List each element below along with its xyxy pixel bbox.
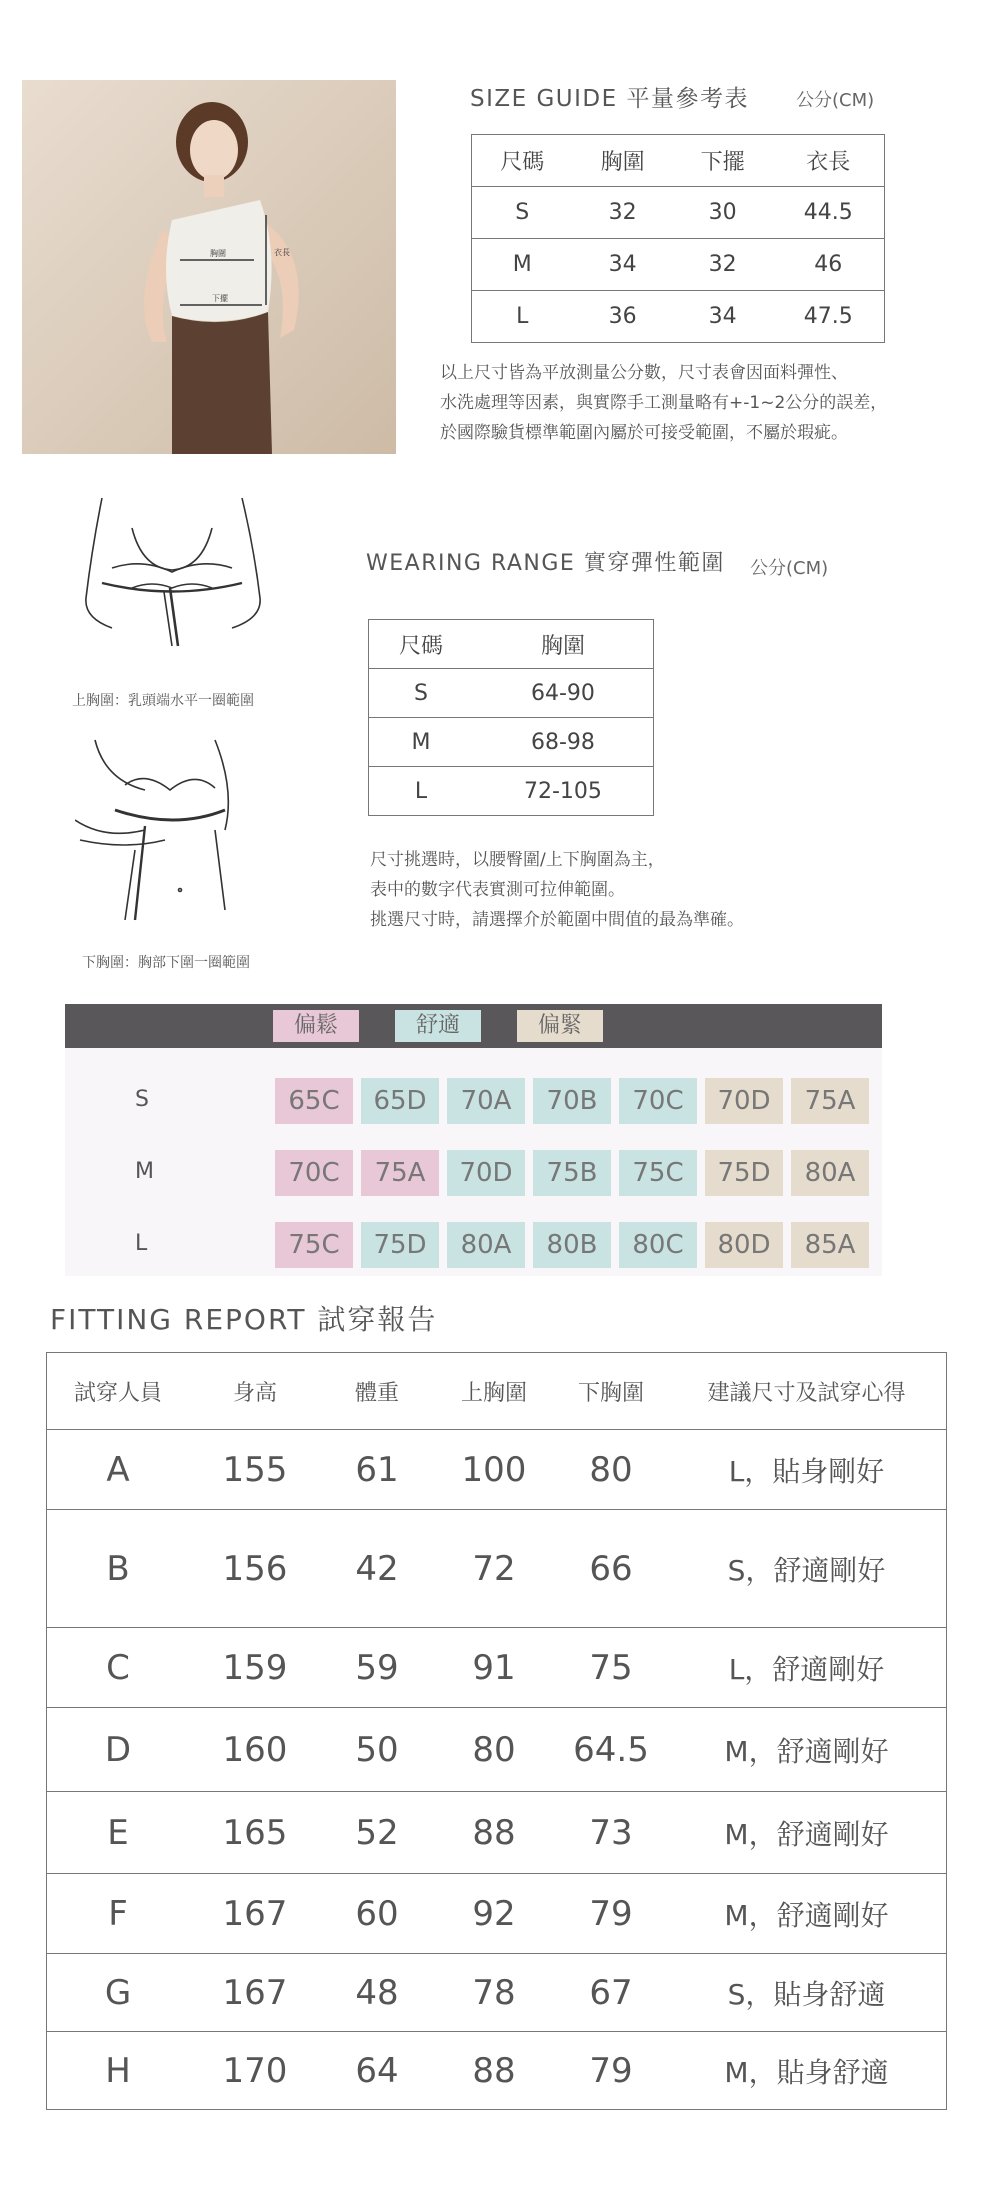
wearing-range-table	[368, 619, 654, 816]
table-row	[369, 718, 654, 767]
legend-tight: 偏緊	[517, 1010, 603, 1042]
table-cell: 64-90	[473, 669, 654, 718]
cup-cell: 75C	[275, 1222, 353, 1268]
wearing-range-notes	[370, 845, 744, 935]
photo-label-length: 衣長	[274, 248, 290, 257]
cup-cell: 65D	[361, 1078, 439, 1124]
upper-bust-diagram	[72, 488, 272, 652]
table-cell: C	[47, 1628, 190, 1708]
table-cell: L	[369, 767, 473, 816]
header-cell: 身高	[189, 1353, 321, 1430]
table-cell: 80	[433, 1708, 555, 1792]
fit-note-cell: L，貼身剛好	[667, 1430, 947, 1510]
table-cell: S	[472, 187, 573, 239]
note-line: 挑選尺寸時，請選擇介於範圍中間值的最為準確。	[370, 910, 744, 930]
table-row	[47, 2032, 947, 2110]
header-cell: 試穿人員	[47, 1353, 190, 1430]
table-row	[47, 1792, 947, 1874]
cup-cell: 70A	[447, 1078, 525, 1124]
cup-cell: 80A	[447, 1222, 525, 1268]
cup-size-chart	[65, 1004, 882, 1276]
cup-cell: 80C	[619, 1222, 697, 1268]
model-photo	[22, 80, 396, 454]
note-line: 表中的數字代表實測可拉伸範圍。	[370, 880, 625, 900]
cup-cell: 70C	[275, 1150, 353, 1196]
table-cell: 156	[189, 1510, 321, 1628]
table-cell: 88	[433, 1792, 555, 1874]
photo-label-hem: 下擺	[212, 294, 228, 303]
size-guide-table	[471, 134, 885, 343]
table-cell: 42	[321, 1510, 433, 1628]
size-guide-unit: 公分(CM)	[796, 90, 875, 111]
table-cell: 52	[321, 1792, 433, 1874]
table-cell: 32	[673, 239, 773, 291]
table-row	[369, 767, 654, 816]
legend-comfort: 舒適	[395, 1010, 481, 1042]
size-guide-notes	[440, 358, 887, 448]
table-cell: 59	[321, 1628, 433, 1708]
table-cell: D	[47, 1708, 190, 1792]
table-cell: 34	[573, 239, 673, 291]
header-cell: 尺碼	[369, 620, 473, 669]
fit-note-cell: S，貼身舒適	[667, 1954, 947, 2032]
note-line: 尺寸挑選時，以腰臀圍/上下胸圍為主，	[370, 850, 665, 870]
fit-note-cell: M，舒適剛好	[667, 1792, 947, 1874]
table-cell: H	[47, 2032, 190, 2110]
table-row	[47, 1510, 947, 1628]
table-cell: 80	[555, 1430, 667, 1510]
table-cell: 167	[189, 1954, 321, 2032]
table-cell: 34	[673, 291, 773, 343]
note-line: 以上尺寸皆為平放測量公分數，尺寸表會因面料彈性、	[440, 363, 848, 383]
table-row	[369, 669, 654, 718]
cup-legend-bar	[65, 1004, 882, 1048]
table-cell: 30	[673, 187, 773, 239]
size-guide-title: SIZE GUIDE 平量參考表	[470, 86, 749, 112]
cup-cell: 80A	[791, 1150, 869, 1196]
table-header-row	[472, 135, 885, 187]
table-cell: 155	[189, 1430, 321, 1510]
table-cell: E	[47, 1792, 190, 1874]
table-cell: 66	[555, 1510, 667, 1628]
header-cell: 下擺	[673, 135, 773, 187]
cup-row-size-label: L	[135, 1231, 148, 1256]
cup-row-size-label: M	[135, 1159, 154, 1184]
fit-note-cell: M，舒適剛好	[667, 1708, 947, 1792]
table-cell: 160	[189, 1708, 321, 1792]
table-cell: 79	[555, 2032, 667, 2110]
table-cell: F	[47, 1874, 190, 1954]
header-cell: 下胸圍	[555, 1353, 667, 1430]
cup-cell: 75A	[361, 1150, 439, 1196]
table-cell: L	[472, 291, 573, 343]
table-cell: 50	[321, 1708, 433, 1792]
cup-cell: 75D	[361, 1222, 439, 1268]
note-line: 水洗處理等因素，與實際手工測量略有+-1~2公分的誤差，	[440, 393, 888, 413]
header-cell: 胸圍	[473, 620, 654, 669]
table-cell: B	[47, 1510, 190, 1628]
fit-note-cell: M，舒適剛好	[667, 1874, 947, 1954]
fit-note-cell: L，舒適剛好	[667, 1628, 947, 1708]
table-row	[47, 1430, 947, 1510]
table-cell: 159	[189, 1628, 321, 1708]
cup-row-size-label: S	[135, 1087, 149, 1112]
table-cell: 68-98	[473, 718, 654, 767]
table-row	[47, 1874, 947, 1954]
table-cell: 75	[555, 1628, 667, 1708]
table-cell: 60	[321, 1874, 433, 1954]
table-cell: 167	[189, 1874, 321, 1954]
cup-cell: 75C	[619, 1150, 697, 1196]
lower-bust-diagram	[75, 730, 255, 934]
table-cell: 78	[433, 1954, 555, 2032]
table-row	[47, 1628, 947, 1708]
legend-loose: 偏鬆	[273, 1010, 359, 1042]
cup-cell: 75A	[791, 1078, 869, 1124]
upper-bust-caption: 上胸圍：乳頭端水平一圈範圍	[72, 693, 254, 709]
table-cell: 32	[573, 187, 673, 239]
fit-note-cell: M，貼身舒適	[667, 2032, 947, 2110]
table-cell: 72	[433, 1510, 555, 1628]
lower-bust-caption: 下胸圍：胸部下圍一圈範圍	[82, 955, 250, 971]
table-cell: 48	[321, 1954, 433, 2032]
table-cell: 61	[321, 1430, 433, 1510]
table-cell: 170	[189, 2032, 321, 2110]
header-cell: 衣長	[773, 135, 885, 187]
cup-cell: 75B	[533, 1150, 611, 1196]
cup-cell: 70D	[447, 1150, 525, 1196]
table-cell: G	[47, 1954, 190, 2032]
fit-note-cell: S，舒適剛好	[667, 1510, 947, 1628]
table-cell: 73	[555, 1792, 667, 1874]
table-cell: 165	[189, 1792, 321, 1874]
table-row	[472, 239, 885, 291]
table-row	[47, 1954, 947, 2032]
table-cell: 67	[555, 1954, 667, 2032]
table-cell: 79	[555, 1874, 667, 1954]
photo-label-chest: 胸圍	[210, 249, 226, 258]
table-cell: 92	[433, 1874, 555, 1954]
table-row	[47, 1708, 947, 1792]
table-cell: 100	[433, 1430, 555, 1510]
cup-cell: 80D	[705, 1222, 783, 1268]
fitting-report-title: FITTING REPORT 試穿報告	[50, 1303, 438, 1336]
table-cell: 72-105	[473, 767, 654, 816]
note-line: 於國際驗貨標準範圍內屬於可接受範圍，不屬於瑕疵。	[440, 423, 848, 443]
table-cell: 36	[573, 291, 673, 343]
table-cell: 47.5	[773, 291, 885, 343]
table-cell: S	[369, 669, 473, 718]
table-cell: 64.5	[555, 1708, 667, 1792]
fitting-report-table	[46, 1352, 947, 2110]
cup-cell: 80B	[533, 1222, 611, 1268]
header-cell: 體重	[321, 1353, 433, 1430]
table-header-row	[47, 1353, 947, 1430]
table-cell: 64	[321, 2032, 433, 2110]
table-header-row	[369, 620, 654, 669]
wearing-range-unit: 公分(CM)	[750, 558, 829, 579]
table-row	[472, 291, 885, 343]
header-cell: 尺碼	[472, 135, 573, 187]
table-row	[472, 187, 885, 239]
header-cell: 胸圍	[573, 135, 673, 187]
table-cell: 88	[433, 2032, 555, 2110]
cup-cell: 75D	[705, 1150, 783, 1196]
table-cell: 91	[433, 1628, 555, 1708]
cup-cell: 70D	[705, 1078, 783, 1124]
table-cell: M	[472, 239, 573, 291]
table-cell: A	[47, 1430, 190, 1510]
table-cell: M	[369, 718, 473, 767]
cup-cell: 70B	[533, 1078, 611, 1124]
header-cell: 上胸圍	[433, 1353, 555, 1430]
cup-cell: 85A	[791, 1222, 869, 1268]
table-cell: 46	[773, 239, 885, 291]
header-cell: 建議尺寸及試穿心得	[667, 1353, 947, 1430]
cup-cell: 65C	[275, 1078, 353, 1124]
table-cell: 44.5	[773, 187, 885, 239]
cup-cell: 70C	[619, 1078, 697, 1124]
wearing-range-title: WEARING RANGE 實穿彈性範圍	[366, 551, 725, 576]
